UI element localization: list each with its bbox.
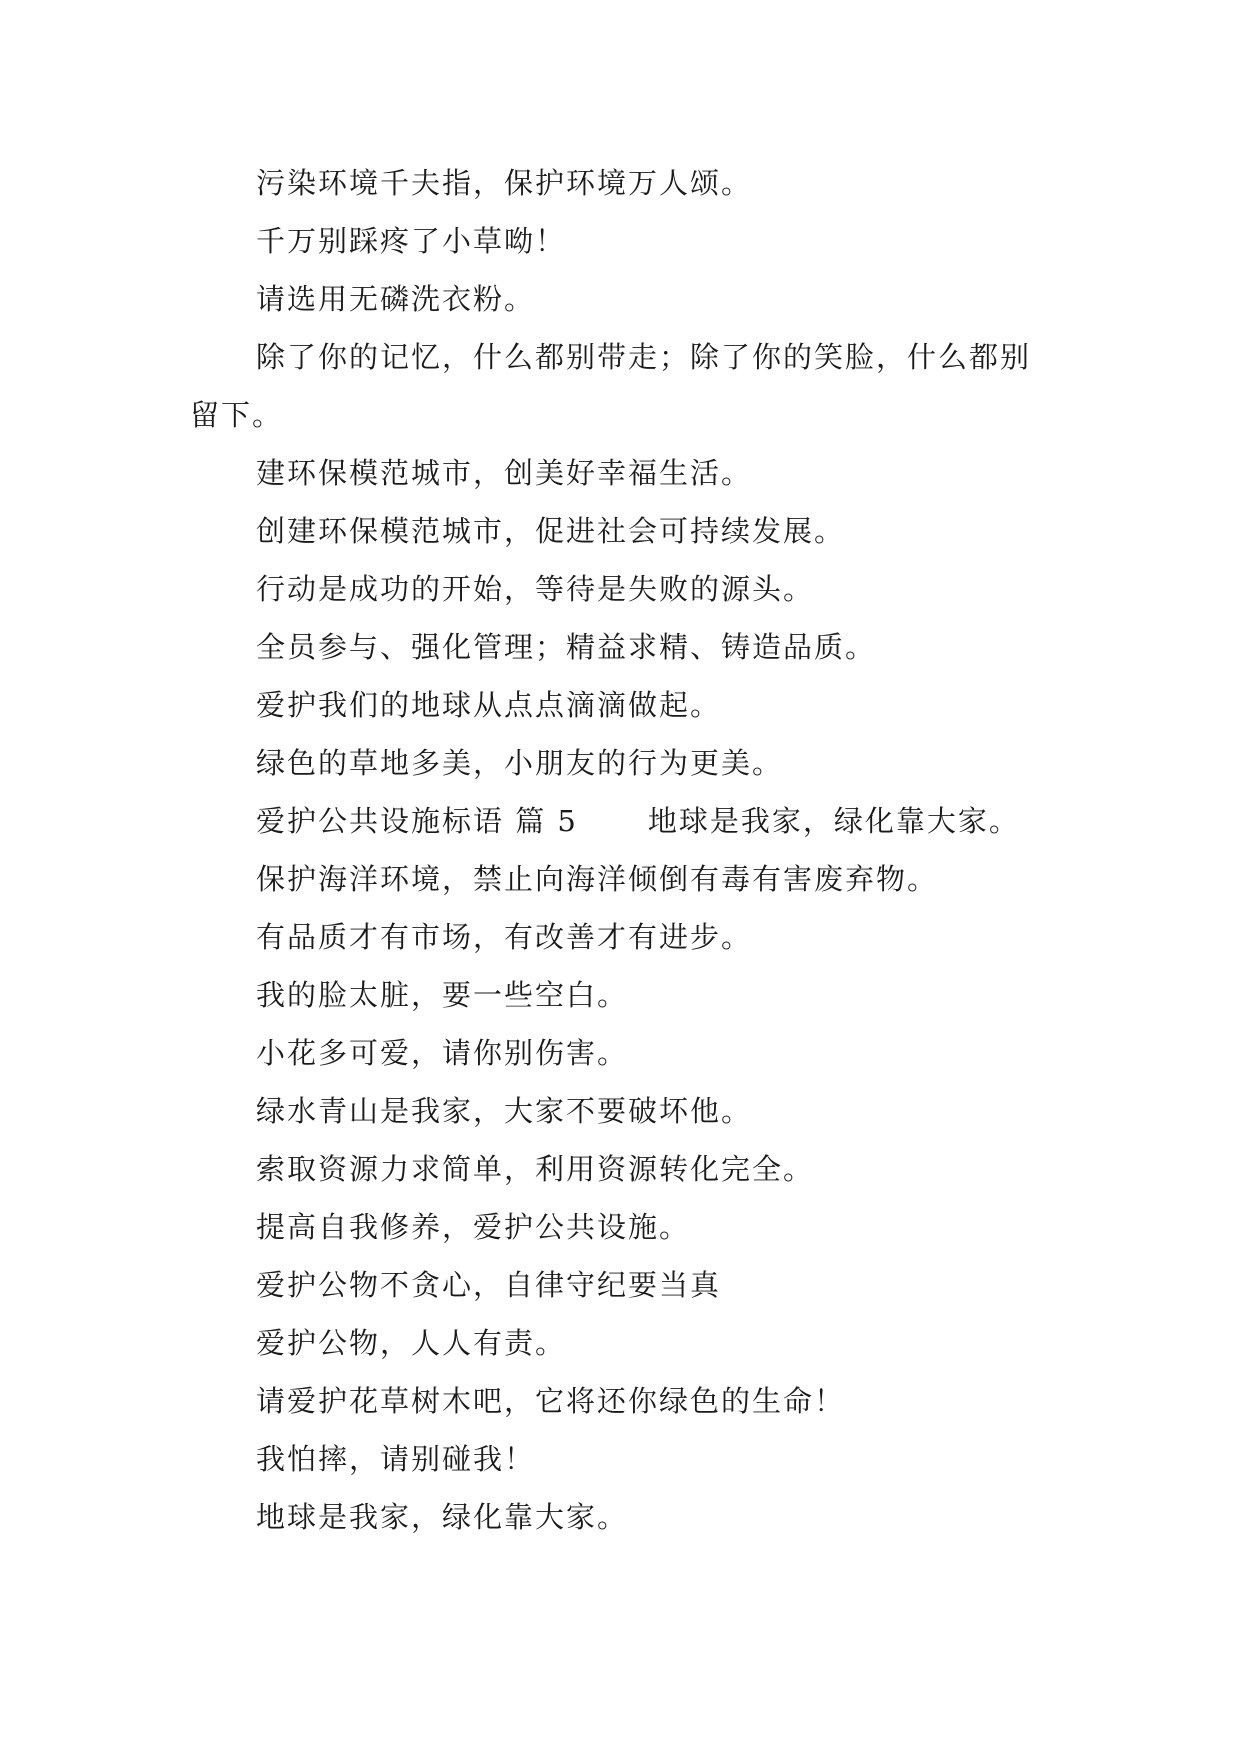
slogan-line: 我的脸太脏，要一些空白。 [256,978,629,1012]
slogan-line: 爱护公物不贪心，自律守纪要当真 [256,1268,722,1302]
slogan-line: 建环保模范城市，创美好幸福生活。 [256,456,753,490]
section-first-slogan: 地球是我家，绿化靠大家。 [647,804,1020,838]
slogan-line: 行动是成功的开始，等待是失败的源头。 [256,572,815,606]
slogan-line: 请选用无磷洗衣粉。 [256,282,536,316]
slogan-line: 绿水青山是我家，大家不要破坏他。 [256,1094,753,1128]
slogan-line: 地球是我家，绿化靠大家。 [256,1500,629,1534]
slogan-line: 除了你的记忆，什么都别带走；除了你的笑脸，什么都别留下。 [190,340,1032,432]
slogan-line: 保护海洋环境，禁止向海洋倾倒有毒有害废弃物。 [256,862,939,896]
slogan-line: 索取资源力求简单，利用资源转化完全。 [256,1152,815,1186]
slogan-line: 有品质才有市场，有改善才有进步。 [256,920,753,954]
slogan-line: 创建环保模范城市，促进社会可持续发展。 [256,514,846,548]
slogan-line: 小花多可爱，请你别伤害。 [256,1036,629,1070]
slogan-line: 提高自我修养，爱护公共设施。 [256,1210,691,1244]
slogan-line: 污染环境千夫指，保护环境万人颂。 [256,166,753,200]
slogan-line: 千万别踩疼了小草呦！ [256,224,567,258]
slogan-line: 绿色的草地多美，小朋友的行为更美。 [256,746,784,780]
slogan-line: 爱护我们的地球从点点滴滴做起。 [256,688,722,722]
slogan-line: 爱护公物，人人有责。 [256,1326,567,1360]
section-heading-line [190,792,1070,850]
document-body [190,154,1070,1546]
section-title: 爱护公共设施标语 篇 5 [256,804,578,838]
slogan-line: 我怕摔，请别碰我！ [256,1442,536,1476]
slogan-line: 全员参与、强化管理；精益求精、铸造品质。 [256,630,877,664]
slogan-line: 请爱护花草树木吧，它将还你绿色的生命！ [256,1384,846,1418]
